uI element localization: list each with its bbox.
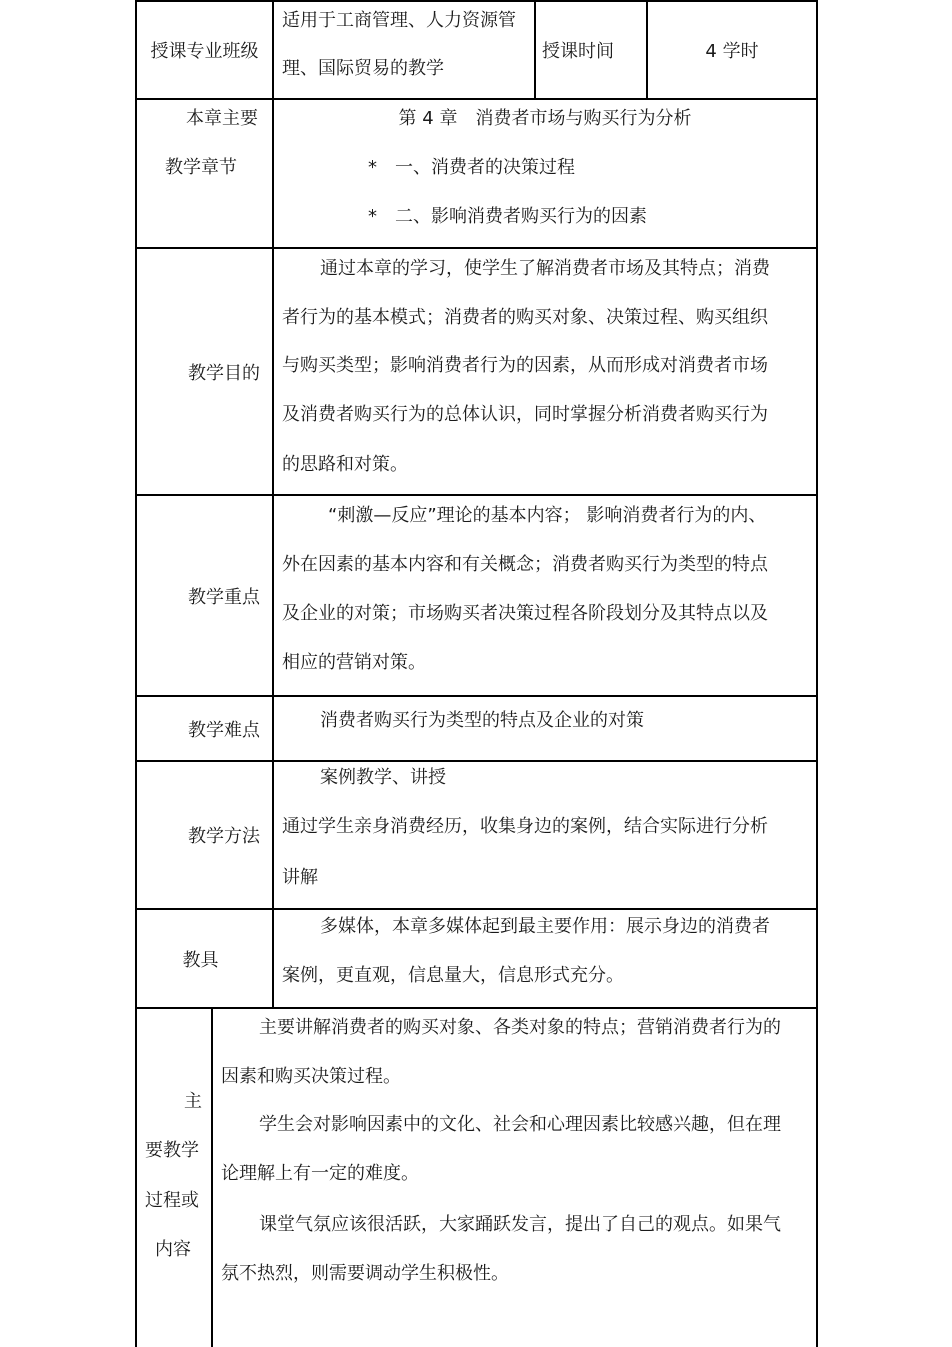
process-label-line-1: 主: [184, 1091, 202, 1112]
objectives-line-2: 者行为的基本模式；消费者的购买对象、决策过程、购买组织: [282, 307, 768, 328]
row-divider: [135, 98, 818, 100]
time-label-cell: [542, 2, 646, 98]
chapters-label-line-1: 本章主要: [186, 108, 258, 129]
methods-label: 教学方法: [188, 826, 260, 847]
objectives-line-1: 通过本章的学习，使学生了解消费者市场及其特点；消费: [320, 258, 770, 279]
class-value-line-2: 理、国际贸易的教学: [282, 58, 444, 79]
process-label-line-4: 内容: [155, 1239, 191, 1260]
objectives-line-3: 与购买类型；影响消费者行为的因素，从而形成对消费者市场: [282, 355, 768, 376]
column-divider: [534, 0, 536, 100]
objectives-line-4: 及消费者购买行为的总体认识，同时掌握分析消费者购买行为: [282, 404, 768, 425]
key-points-line-3: 及企业的对策；市场购买者决策过程各阶段划分及其特点以及: [282, 603, 768, 624]
methods-label-cell: [137, 762, 272, 908]
chapter-title: 第 4 章 消费者市场与购买行为分析: [398, 108, 692, 129]
process-label-line-2: 要教学: [145, 1140, 199, 1161]
chapter-item-2: * 二、影响消费者购买行为的因素: [368, 206, 647, 227]
key-points-line-2: 外在因素的基本内容和有关概念；消费者购买行为类型的特点: [282, 554, 768, 575]
difficulties-text: 消费者购买行为类型的特点及企业的对策: [320, 710, 644, 731]
process-line-1: 主要讲解消费者的购买对象、各类对象的特点；营销消费者行为的: [259, 1017, 781, 1038]
chapters-label-line-2: 教学章节: [165, 157, 237, 178]
key-points-line-1: “刺激—反应”理论的基本内容； 影响消费者行为的内、: [328, 505, 767, 526]
class-label-cell: [137, 2, 272, 98]
difficulties-label-cell: [137, 697, 272, 760]
process-line-4: 论理解上有一定的难度。: [221, 1163, 419, 1184]
column-divider: [272, 0, 274, 1009]
column-divider: [211, 1007, 213, 1347]
key-points-line-4: 相应的营销对策。: [282, 652, 426, 673]
process-line-2: 因素和购买决策过程。: [221, 1066, 401, 1087]
key-points-label: 教学重点: [188, 586, 260, 608]
process-line-3: 学生会对影响因素中的文化、社会和心理因素比较感兴趣，但在理: [259, 1114, 781, 1135]
tools-line-1: 多媒体，本章多媒体起到最主要作用：展示身边的消费者: [320, 916, 770, 937]
time-value-cell: [648, 2, 816, 98]
tools-line-2: 案例，更直观，信息量大，信息形式充分。: [282, 965, 624, 986]
class-label: 授课专业班级: [150, 41, 259, 62]
process-label-line-3: 过程或: [145, 1190, 199, 1211]
difficulties-label: 教学难点: [188, 719, 260, 741]
time-value: 4 学时: [705, 41, 759, 62]
class-value-line-1: 适用于工商管理、人力资源管: [282, 10, 516, 31]
key-points-label-cell: [137, 496, 272, 695]
objectives-line-5: 的思路和对策。: [282, 454, 408, 475]
process-line-6: 氛不热烈，则需要调动学生积极性。: [221, 1263, 509, 1284]
chapter-item-1: * 一、消费者的决策过程: [368, 157, 575, 178]
methods-line-2: 通过学生亲身消费经历，收集身边的案例，结合实际进行分析: [282, 816, 768, 837]
methods-line-3: 讲解: [282, 867, 318, 888]
tools-label: 教具: [182, 949, 219, 971]
table-border-right: [816, 0, 818, 1347]
time-label: 授课时间: [542, 41, 614, 62]
row-divider: [135, 1007, 818, 1009]
objectives-label-cell: [137, 249, 272, 494]
methods-line-1: 案例教学、讲授: [320, 767, 446, 788]
process-line-5: 课堂气氛应该很活跃，大家踊跃发言，提出了自己的观点。如果气: [259, 1214, 781, 1235]
tools-label-cell: [137, 910, 312, 1007]
objectives-label: 教学目的: [188, 362, 260, 384]
